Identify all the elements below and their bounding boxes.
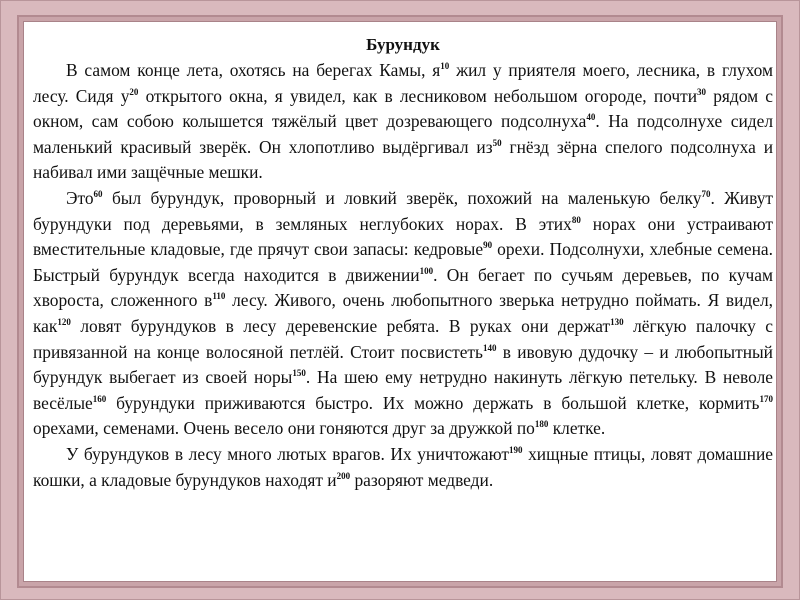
text-run: рядом с окном, сам собою колышется тяжёлый цвет дозревающего подсолнуха [33, 85, 773, 132]
text-run: лёгкую палочку с привязанной на конце волосяной петлёй. Стоит посвистеть [33, 315, 773, 362]
text-run: . На шею ему нетрудно накинуть лёгкую петельку. В неволе весёлые [33, 367, 773, 413]
word-count-marker: 50 [492, 137, 502, 148]
text-run: лесу. Живого, очень любопытного зверька нетрудно поймать. Я видел, как [33, 290, 773, 336]
text-run: открытого окна, я увидел, как в лесниковом небольшом огороде, почти [138, 85, 698, 106]
text-run: орехами, семенами. Очень весело они гоняются друг за дружкой по [33, 418, 535, 439]
text-run: . На подсолнухе сидел маленький красивый зверёк. Он хлопотливо выдёргивал из [33, 111, 773, 157]
word-count-marker: 190 [509, 444, 523, 455]
text-run: орехи. Подсолнухи, хлебные семена. Быстрый бурундук всегда находится в движении [33, 239, 773, 285]
word-count-marker: 110 [212, 291, 226, 302]
text-run: У бурундуков в лесу много лютых врагов. Их уничтожают [66, 443, 510, 464]
text-run: Это [66, 187, 94, 208]
word-count-marker: 140 [482, 342, 497, 353]
word-count-marker: 150 [292, 368, 306, 379]
text-run: был бурундук, проворный и ловкий зверёк, похожий на маленькую белку [102, 187, 702, 208]
text-run: хищные птицы, ловят домашние кошки, а кладовые бурундуков находят и [33, 443, 773, 490]
word-count-marker: 40 [586, 112, 596, 123]
text-run: . Он бегает по сучьям деревьев, по кучам хвороста, сложенного в [33, 264, 774, 311]
text-run: В самом конце лета, охотясь на берегах Камы, я [66, 60, 441, 80]
text-run: . Живут бурундуки под деревьями, в земляных неглубоких норах. В этих [33, 187, 773, 234]
paragraph [33, 442, 773, 493]
word-count-marker: 180 [534, 419, 549, 430]
word-count-marker: 80 [571, 214, 581, 225]
text-run: в ивовую дудочку – и любопытный бурундук выбегает из своей норы [33, 341, 773, 388]
word-count-marker: 70 [701, 188, 711, 199]
word-count-marker: 60 [93, 188, 103, 199]
text-run: ловят бурундуков в лесу деревенские ребята. В руках они держат [70, 315, 611, 336]
word-count-marker: 10 [440, 61, 450, 71]
word-count-marker: 130 [610, 316, 624, 327]
document-title: Бурундук [366, 35, 440, 54]
document-body [33, 34, 773, 493]
word-count-marker: 160 [92, 393, 107, 404]
word-count-marker: 200 [336, 470, 351, 481]
paragraph [33, 58, 773, 186]
text-run: норах они устраивают вместительные кладовые, где прячут свои запасы: кедровые [33, 213, 773, 260]
word-count-marker: 120 [57, 316, 71, 327]
word-count-marker: 100 [419, 265, 434, 276]
word-count-marker: 30 [697, 86, 707, 97]
text-run: жил у приятеля моего, лесника, в глухом лесу. Сидя у [33, 60, 773, 106]
text-run: гнёзд зёрна спелого подсолнуха и набивал ими защёчные мешки. [33, 136, 773, 183]
word-count-marker: 20 [129, 86, 139, 97]
word-count-marker: 170 [759, 393, 773, 404]
text-run: клетке. [548, 418, 606, 439]
paragraph [33, 186, 773, 442]
text-run: разоряют медведи. [350, 469, 494, 490]
text-run: бурундуки приживаются быстро. Их можно держать в большой клетке, кормить [106, 392, 760, 413]
word-count-marker: 90 [483, 240, 493, 251]
